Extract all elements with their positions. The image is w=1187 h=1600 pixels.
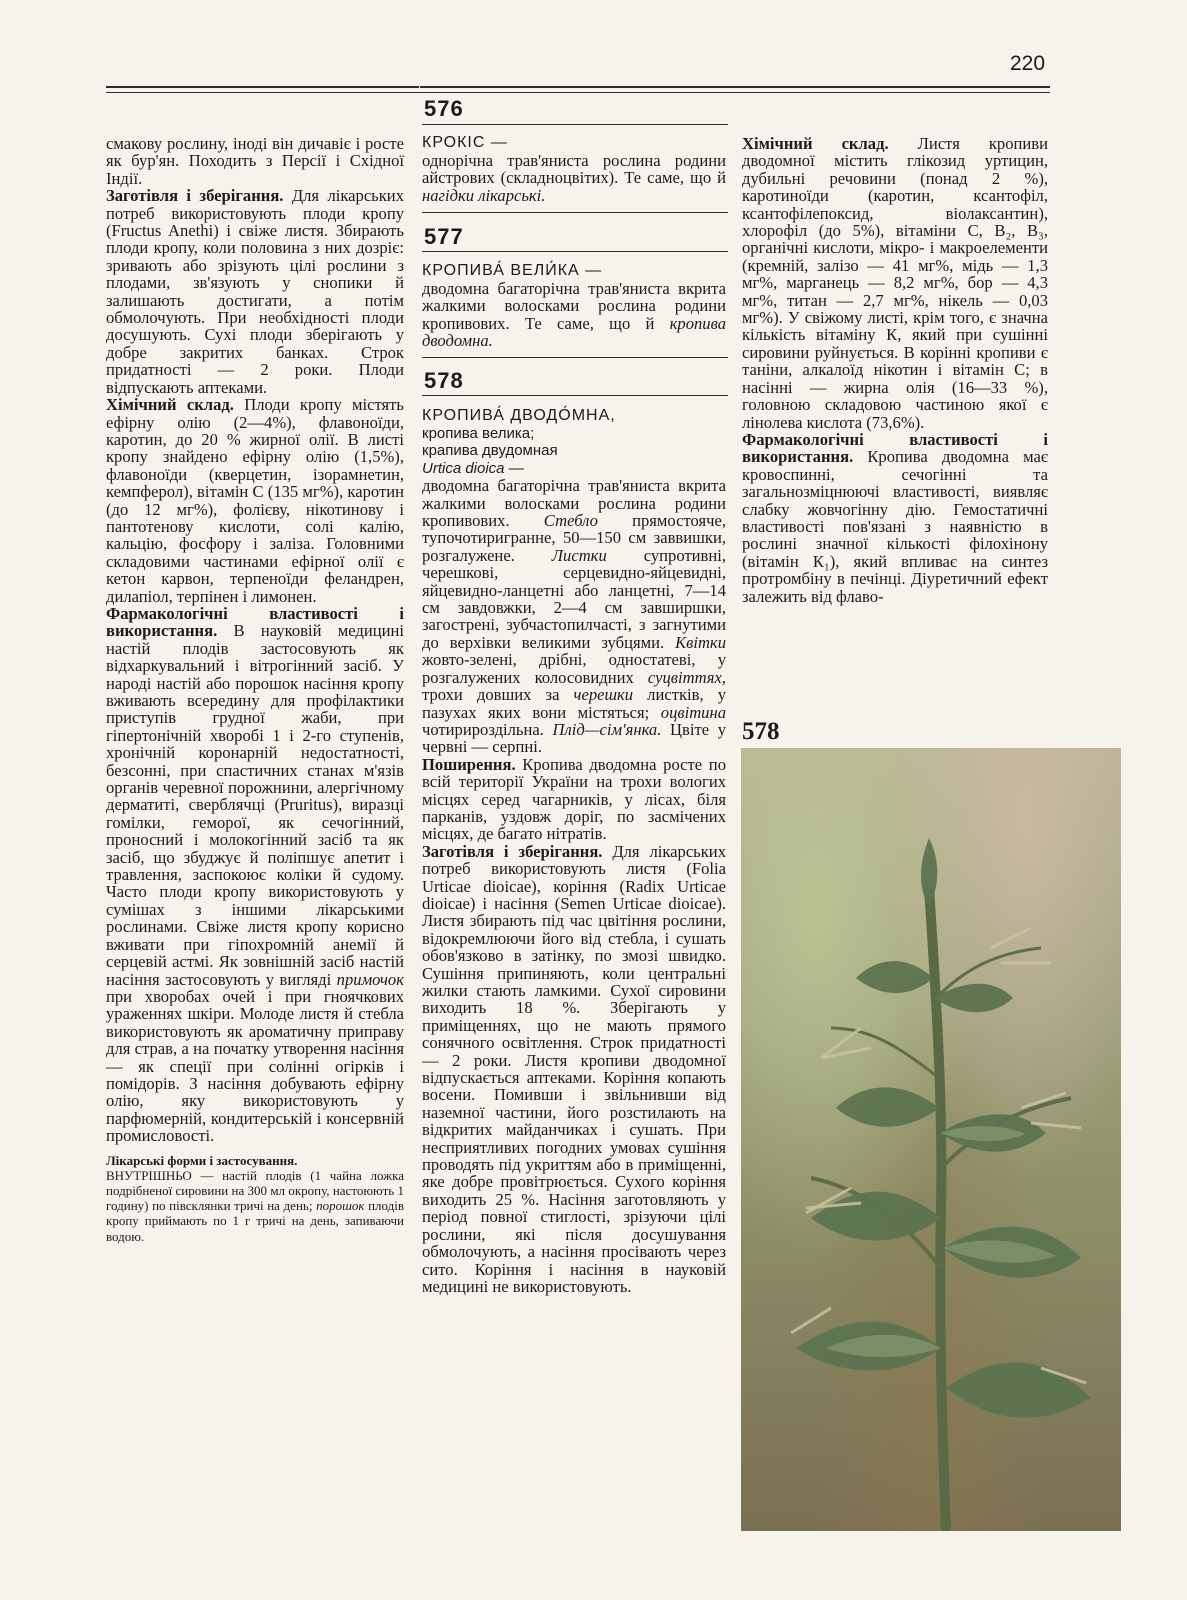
dosage-text-1: ВНУТРІШНЬО — настій плодів (1 чайна ложка подрібненої сировини на 300 мл окропу, настоюють 1 годину) по півсклянки тричі на день; — [106, 1167, 404, 1214]
entry-577-text — [422, 280, 726, 350]
desc-leaves: Листки — [551, 545, 607, 565]
entry-576-italic: нагідки лікарські. — [422, 185, 546, 205]
rule-above-577 — [422, 212, 728, 213]
entry-578-synonym-2: крапива двудомная — [422, 442, 558, 460]
entry-578-latin: Urtica dioica — — [422, 459, 524, 477]
top-rule-second — [106, 92, 1050, 93]
pharmacology-italic: примочок — [336, 969, 404, 989]
column-1 — [106, 135, 404, 1244]
heading-pharmacology-578: Фармакологічні властивості і використання. — [742, 429, 1048, 467]
heading-chemistry: Хімічний склад. — [106, 395, 234, 415]
heading-harvest: Заготівля і зберігання. — [106, 186, 284, 206]
entry-578-synonym-1: кропива велика; — [422, 425, 535, 442]
harvest-text: Для лікарських потреб використовують плоди кропу (Fructus Anethi) і свіже листя. Збирають плоди кропу, коли половина з них дозріє: зривають або зрізують цілі рослини з плодами, зв'язують у снопики й залишають достигати, а потім обмолочують. При необхідності плоди досушують. Сухі плоди зберігають у добре закритих банках. Строк придатності — 2 роки. Плоди відпускають аптеками. — [106, 186, 404, 397]
entry-578-distribution — [422, 756, 726, 843]
col1-p1: смакову рослину, іноді він дичавіє і росте як бур'ян. Походить з Персії і Східної Індії. — [106, 134, 404, 188]
dosage-text-2: плодів кропу приймають по 1 г тричі на день, запиваючи водою. — [106, 1198, 405, 1244]
top-rule-right — [420, 86, 1050, 88]
chemistry-text: Плоди кропу містять ефірну олію (2—4%), флавоноїди, каротин, до 20 % жирної олії. В листі кропу знайдено ефірну олію (1,5%), флавоноїди (кверцетин, ізорамнетин, кемпферол), вітамін С (135 мг%), каротин (до 12 мг%), фолієву, нікотинову і пантотенову кислоти, солі калію, кальцію, фосфору і заліза. Головними складовими частинами ефірної олії є кетон карвон, терпеноїди феландрен, дилапіол, терпінен і лимонен. — [106, 395, 404, 606]
distribution-text: Кропива дводомна росте по всій території України на трохи вологих місцях серед чагарників, у лісах, біля парканів, уздовж доріг, по засмічених місцях, де багато нітратів. — [422, 754, 726, 844]
desc-flowers: Квітки — [675, 632, 726, 652]
heading-distribution: Поширення. — [422, 754, 516, 774]
entry-number-577: 577 — [424, 224, 464, 249]
top-rule-left — [106, 86, 419, 88]
harvest-578-text: Для лікарських потреб використовують листя (Folia Urticae dioicae), коріння (Radix Urticae dioicae) і насіння (Semen Urticae dioicae). Листя збирають під час цвітіння рослини, відокремлюючи його від стебла, і сушать обов'язково в затінку, по змозі швидко. Сушіння припиняють, коли центральні жилки стають ламкими. Сухої сировини виходить 18 %. Зберігають у приміщеннях, що не мають прямого сонячного освітлення. Строк придатності — 2 роки. Листя кропиви дводомної відпускається аптеками. Коріння копають восени. Помивши і звільнивши від наземної частини, його розстилають на відкритих майданчиках і сушать. При несприятливих погодних умовах сушіння проводять під укриттям або в приміщенні, яке добре провітрюється. Сухого коріння виходить 25 %. Насіння заготовляють у період повної стиглості, зрізуючи цілі рослини, які після досушування обмолочують, а насіння просівають через сито. Коріння і насіння в науковій медицині не використовують. — [422, 841, 726, 1296]
desc-1: дводомна багаторічна трав'яниста вкрита жалкими волосками рослина родини кропивових. — [422, 476, 726, 531]
column-3 — [742, 135, 1048, 605]
entry-578-headword: КРОПИВА́ ДВОДО́МНА, — [422, 407, 616, 424]
desc-inflorescence: суцвіттях, — [647, 667, 726, 687]
desc-perianth: оцвітина — [660, 702, 726, 722]
col3-chemistry — [742, 135, 1048, 431]
desc-4: жовто-зелені, дрібні, одностатеві, у розгалужених колосовидних — [422, 650, 726, 687]
desc-5: трохи довших за — [422, 685, 574, 705]
rule-under-578 — [422, 395, 728, 396]
desc-stem: Стебло — [543, 511, 598, 531]
entry-577-headword: КРОПИВА́ ВЕЛИ́КА — — [422, 262, 603, 279]
desc-fruit: Плід—сім'янка. — [552, 719, 662, 739]
nettle-photo — [741, 748, 1121, 1531]
nettle-plant-illustration — [741, 748, 1121, 1531]
col1-p5 — [106, 1153, 404, 1244]
column-2 — [422, 134, 726, 204]
col3-pharmacology — [742, 431, 1048, 605]
entry-578-harvest — [422, 843, 726, 1296]
entry-576-headword: КРОКІС — — [422, 134, 508, 151]
rule-under-576 — [422, 124, 728, 125]
entry-number-578: 578 — [424, 368, 464, 393]
col1-p2 — [106, 187, 404, 396]
entry-577-body: дводомна багаторічна трав'яниста вкрита жалкими волосками рослина родини кропивових. Те саме, що й — [422, 279, 726, 333]
pharmacology-text-2: при хворобах очей і при гноячкових ураженнях шкіри. Молоде листя й стебла використовують як ароматичну приправу для страв, а на початку утворення насіння — як спеції при солінні огірків і помідорів. З насіння добувають ефірну олію, яку використовують у парфюмерній, кондитерській і консервній промисловості. — [106, 986, 404, 1146]
entry-576-body: однорічна трав'яниста рослина родини айстрових (складноцвітих). Те саме, що й — [422, 151, 726, 188]
pharmacology-578-text: Кропива дводомна має кровоспинні, сечогінні та загальнозміцнюючі властивості, виявляє слабку жовчогінну дію. Гемостатичні властивості пов'язані з наявністю в рослині значної кількості філохінону (вітамін К₁), який впливає на синтез протромбіну в печінці. Діуретичний ефект залежить від флаво- — [742, 447, 1048, 606]
heading-dosage-forms: Лікарські форми і застосування. — [106, 1152, 298, 1168]
dosage-italic: порошок — [316, 1198, 365, 1214]
heading-harvest-578: Заготівля і зберігання. — [422, 841, 603, 861]
desc-8: Цвіте у червні — серпні. — [422, 719, 727, 757]
page-number: 220 — [1010, 52, 1046, 75]
desc-6: листків, у пазухах яких вони містяться; — [422, 685, 726, 722]
col1-p3 — [106, 396, 404, 605]
pharmacology-text-1: В науковій медицині настій плодів застосовують як відхаркувальний і вітрогінний засіб. У народі настій або порошок насіння кропу вживають всередину для профілактики приступів грудної жаби, при гіпертонічній хворобі 1 і 2-го ступенів, хронічній коронарній недостатності, безсонні, при спастичних станах м'язів органів черевної порожнини, алергічному дерматиті, сверблячці (Pruritus), виразці гомілки, геморої, як сечогінний, проносний і молокогінний засіб та як засіб, що збуджує й поліпшує апетит і травлення, заспокоює коліки й судому. Часто плоди кропу використовують у сумішах з іншими лікарськими рослинами. Свіже листя кропу корисно вживати при гіпохромній анемії й серцевій астмі. Як зовнішній засіб настій насіння застосовують у вигляді — [106, 621, 404, 989]
heading-pharmacology: Фармакологічні властивості і використання. — [106, 603, 404, 641]
entry-576-text — [422, 152, 726, 204]
entry-578-description — [422, 477, 726, 756]
heading-chemistry-578: Хімічний склад. — [742, 134, 889, 153]
desc-petioles: черешки — [573, 685, 634, 705]
entry-578 — [422, 407, 726, 1295]
desc-2: прямостояче, тупочотиригранне, 50—150 см заввишки, розгалужене. — [422, 511, 726, 565]
entry-number-576: 576 — [424, 96, 464, 121]
rule-under-577 — [422, 251, 728, 252]
col1-p4 — [106, 605, 404, 1145]
desc-7: чотирироздільна. — [422, 719, 553, 739]
desc-3: супротивні, черешкові, серцевидно-яйцевидні, яйцевидно-ланцетні або ланцетні, 7—14 см завдовжки, 2—4 см завширшки, загострені, зубчастопилчасті, з загнутими до верхівки великими зубцями. — [422, 545, 727, 652]
entry-577-italic: кропива дводомна. — [422, 313, 726, 351]
figure-number: 578 — [742, 718, 780, 745]
chemistry-578-text: Листя кропиви дводомної містить глікозид уртицин, дубильні речовини (понад 2 %), каротиноїди (каротин, ксантофіл, ксантофілепоксид, віолаксантин), хлорофіл (до 5%), вітаміни С, В₂, В₃, органічні кислоти, мікро- і макроелементи (кремній, залізо — 41 мг%, мідь — 1,3 мг%, марганець — 8,2 мг%, бор — 4,3 мг%, титан — 2,7 мг%, нікель — 0,03 мг%). У свіжому листі, крім того, є значна кількість вітаміну К, який при сушінні сировини руйнується. В корінні кропиви є таніни, алкалоїд нікотин і вітамін С; в насінні — жирна олія (16—33 %), головною складовою частиною якої є лінолева кислота (73,6%). — [742, 134, 1048, 432]
rule-above-578 — [422, 357, 728, 358]
entry-577 — [422, 262, 726, 350]
